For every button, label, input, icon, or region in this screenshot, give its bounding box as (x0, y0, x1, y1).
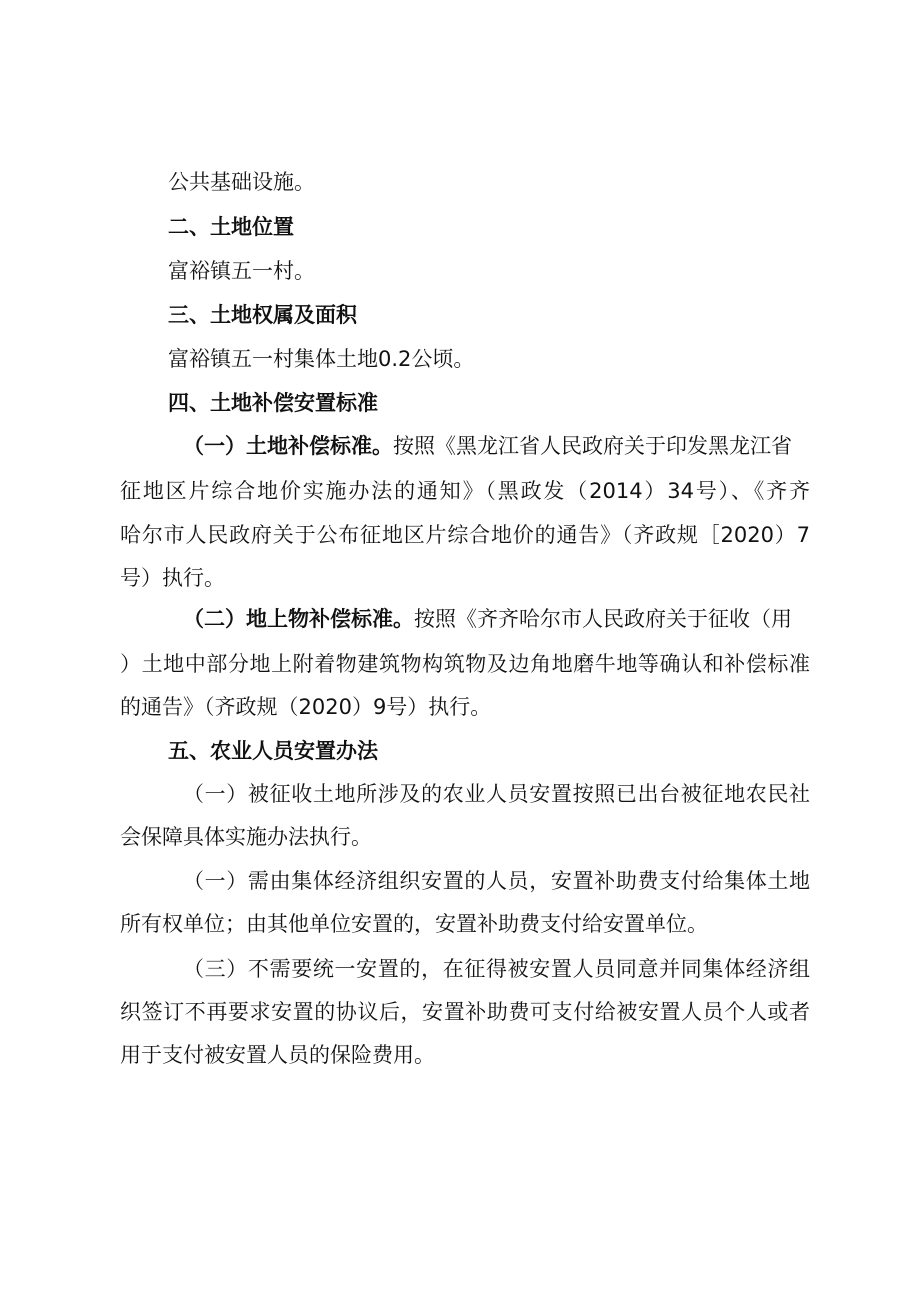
paragraph-text: 用于支付被安置人员的保险费用。 (120, 1043, 435, 1067)
paragraph-text: 所有权单位；由其他单位安置的，安置补助费支付给安置单位。 (120, 912, 708, 936)
section-heading-5: 五、农业人员安置办法 (168, 739, 378, 763)
subsection-1-title: （一）土地补偿标准。 (183, 434, 393, 458)
subsection-1-text: 按照《黑龙江省人民政府关于印发黑龙江省 (393, 434, 792, 458)
paragraph-text: 会保障具体实施办法执行。 (120, 825, 372, 849)
paragraph-text: （三）不需要统一安置的，在征得被安置人员同意并同集体经济组 (183, 957, 810, 981)
subsection-2-text: 按照《齐齐哈尔市人民政府关于征收（用 (414, 607, 792, 631)
paragraph-text: 织签订不再要求安置的协议后，安置补助费可支付给被安置人员个人或者 (120, 1000, 810, 1024)
subsection-1-line-1 (183, 432, 810, 460)
section-heading-2: 二、土地位置 (168, 215, 294, 239)
section-heading-4: 四、土地补偿安置标准 (168, 391, 378, 415)
subsection-2-line-1 (183, 605, 810, 633)
paragraph-text: 征地区片综合地价实施办法的通知》（黑政发（2014）34号）、《齐齐 (120, 479, 810, 503)
paragraph-text: 号）执行。 (120, 566, 225, 590)
paragraph-text: 富裕镇五一村集体土地0.2公顷。 (168, 347, 475, 371)
subsection-2-title: （二）地上物补偿标准。 (183, 607, 414, 631)
paragraph-text: 哈尔市人民政府关于公布征地区片综合地价的通告》（齐政规［2020）7 (120, 523, 810, 547)
paragraph-text: （一）被征收土地所涉及的农业人员安置按照已出台被征地农民社 (183, 782, 810, 806)
paragraph-text: 的通告》（齐政规（2020）9号）执行。 (120, 695, 492, 719)
paragraph-text: （一）需由集体经济组织安置的人员，安置补助费支付给集体土地 (183, 869, 810, 893)
paragraph-text: 公共基础设施。 (168, 170, 315, 194)
paragraph-text: 富裕镇五一村。 (168, 259, 315, 283)
paragraph-text: ）土地中部分地上附着物建筑物构筑物及边角地磨牛地等确认和补偿标准 (120, 652, 810, 676)
section-heading-3: 三、土地权属及面积 (168, 303, 357, 327)
